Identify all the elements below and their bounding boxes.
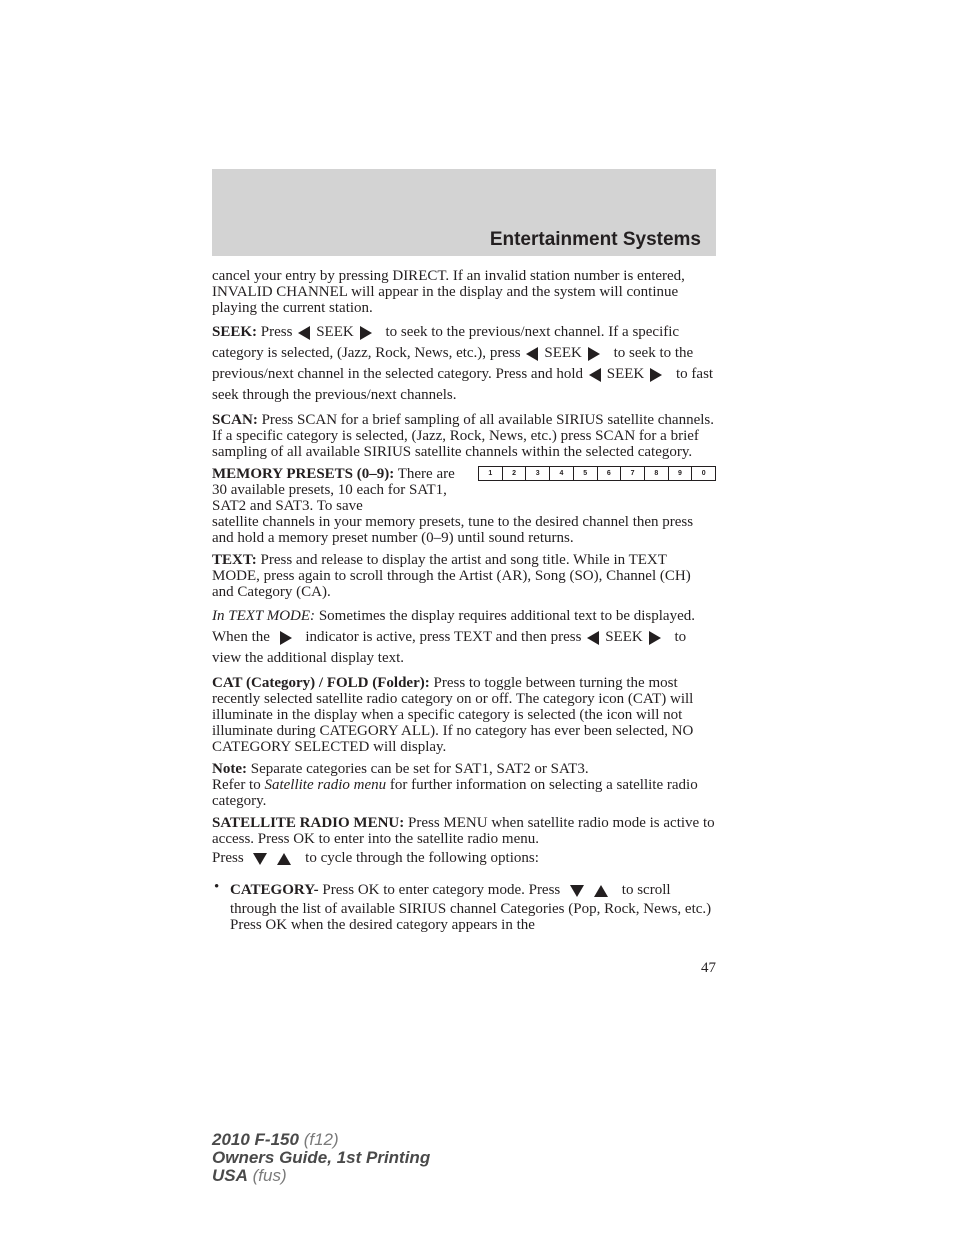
text-mode-press: press [550, 629, 582, 645]
up-arrow-icon [277, 853, 291, 865]
seek-right-arrow-icon [649, 631, 661, 645]
up-arrow-icon [594, 885, 608, 897]
paragraph-note [212, 761, 716, 809]
paragraph-memory-presets-2: satellite channels in your memory presets, tune to the desired channel then press and hold a memory preset number (0–9) until sound returns. [212, 514, 694, 546]
text-mode-text-2: indicator is active, press TEXT and then [305, 629, 547, 645]
paragraph-text-button [212, 552, 716, 600]
seek-right-arrow-icon [588, 347, 600, 361]
memory-presets-text-1: There are 30 available presets, 10 each for SAT1, SAT2 and SAT3. To save [212, 466, 455, 514]
satellite-menu-label: SATELLITE RADIO MENU: [212, 815, 405, 831]
footer-guide: Owners Guide, 1st Printing [212, 1148, 431, 1167]
memory-presets-label: MEMORY PRESETS (0–9): [212, 466, 395, 482]
seek-label: SEEK: [212, 324, 258, 340]
seek-text-1: to seek to the previous/next channel. If a specific category is selected, (Jazz, Rock, News, etc.), [212, 324, 680, 361]
seek-press-text: Press [260, 324, 293, 340]
section-header-band [212, 169, 716, 256]
note-text-2: Refer to [212, 777, 261, 793]
preset-button-8: 8 [645, 467, 669, 480]
section-title: Entertainment Systems [489, 229, 701, 250]
paragraph-category-folder [212, 675, 716, 755]
footer-region-code: (fus) [252, 1166, 287, 1185]
paragraph-seek [212, 322, 716, 406]
category-label: CATEGORY- [230, 882, 319, 898]
paragraph-text-mode [212, 606, 716, 669]
memory-preset-buttons-diagram [478, 466, 716, 481]
preset-button-2: 2 [503, 467, 527, 480]
scan-label: SCAN: [212, 412, 258, 428]
seek-text-2: to seek to the previous/next channel in the selected category. Press and hold [212, 345, 694, 382]
text-mode-label: In TEXT MODE: [212, 608, 316, 624]
preset-button-9: 9 [669, 467, 693, 480]
footer-model: 2010 F-150 [212, 1130, 299, 1149]
text-mode-text-3: to view the additional display text. [212, 629, 687, 666]
seek-left-arrow-icon [526, 347, 538, 361]
satellite-menu-press: Press [212, 850, 244, 866]
note-text-3: for further information on selecting a satellite radio category. [212, 777, 698, 809]
seek-right-arrow-icon [650, 368, 662, 382]
down-arrow-icon [253, 853, 267, 865]
seek-word: SEEK [605, 629, 643, 645]
seek-left-arrow-icon [298, 326, 310, 340]
note-text-1: Separate categories can be set for SAT1, SAT2 or SAT3. [250, 761, 589, 777]
page-content [212, 268, 716, 939]
document-footer [212, 1131, 430, 1185]
preset-button-7: 7 [621, 467, 645, 480]
seek-word: SEEK [606, 366, 645, 382]
text-mode-text-1: Sometimes the display requires additional text to be displayed. When the [212, 608, 695, 645]
footer-region: USA [212, 1166, 248, 1185]
text-label: TEXT: [212, 552, 257, 568]
page-number: 47 [701, 960, 716, 976]
preset-button-1: 1 [479, 467, 503, 480]
paragraph-memory-presets-1 [212, 466, 462, 514]
seek-text-3: to fast seek through the previous/next channels. [212, 366, 714, 403]
preset-button-5: 5 [574, 467, 598, 480]
satellite-menu-text-1: Press MENU when satellite radio mode is active to access. Press OK to enter into the satellite radio menu. [212, 815, 715, 847]
paragraph-direct-entry: cancel your entry by pressing DIRECT. If an invalid station number is entered, INVALID CHANNEL will appear in the display and the system will continue playing the current station. [212, 268, 685, 316]
preset-button-4: 4 [550, 467, 574, 480]
seek-word: SEEK [316, 324, 354, 340]
preset-button-3: 3 [526, 467, 550, 480]
cat-label: CAT (Category) / FOLD (Folder): [212, 675, 430, 691]
down-arrow-icon [570, 885, 584, 897]
indicator-arrow-icon [280, 631, 292, 645]
list-item-category [212, 879, 716, 933]
cat-text: Press to toggle between turning the most recently selected satellite radio category on or off. The category icon (CAT) will illuminate in the display when a specific category is selected (the icon will not illuminate during CATEGORY ALL). If no category has ever been selected, NO CATEGORY SELECTED will display. [212, 675, 694, 755]
seek-press-text-2: press [489, 345, 521, 361]
seek-right-arrow-icon [360, 326, 372, 340]
preset-button-0: 0 [701, 470, 706, 477]
seek-left-arrow-icon [589, 368, 601, 382]
text-button-text: Press and release to display the artist and song title. While in TEXT MODE, press again to scroll through the Artist (AR), Song (SO), Channel (CH) and Category (CA). [212, 552, 691, 600]
note-label: Note: [212, 761, 247, 777]
bullet-dot: • [214, 879, 220, 895]
preset-button-6: 6 [598, 467, 622, 480]
paragraph-scan [212, 412, 716, 460]
scan-text: Press SCAN for a brief sampling of all available SIRIUS satellite channels. If a specific category is selected, (Jazz, Rock, News, etc.) press SCAN for a brief sampling of all available SIRIUS satellite channels within the selected category. [212, 412, 714, 460]
paragraph-satellite-radio-menu [212, 815, 716, 869]
seek-left-arrow-icon [587, 631, 599, 645]
seek-word: SEEK [544, 345, 582, 361]
satellite-menu-text-2: to cycle through the following options: [305, 850, 539, 866]
category-text-1: Press OK to enter category mode. Press [322, 882, 561, 898]
category-text-2: to scroll through the list of available SIRIUS channel Categories (Pop, Rock, News, etc.) Press OK when the desired category appears in the [230, 882, 712, 933]
satellite-radio-menu-reference: Satellite radio menu [264, 777, 387, 793]
footer-model-code: (f12) [303, 1130, 339, 1149]
memory-presets-section [212, 466, 716, 546]
